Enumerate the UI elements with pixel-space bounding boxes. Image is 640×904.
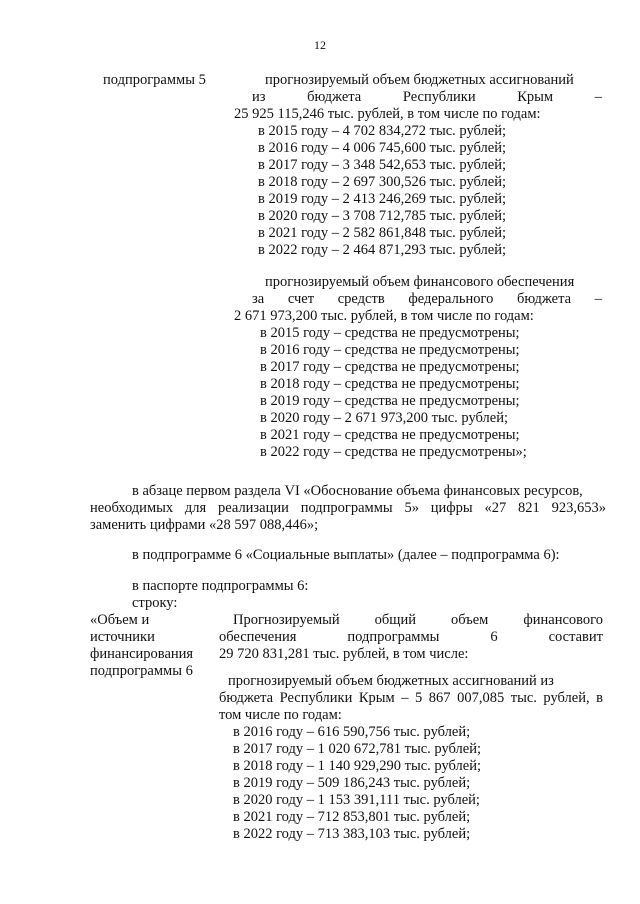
s5-federal-line1: прогнозируемый объем финансового обеспечения bbox=[265, 274, 575, 290]
s5-budget-line1: прогнозируемый объем бюджетных ассигнований bbox=[265, 72, 574, 88]
s6-budget-line1: прогнозируемый объем бюджетных ассигнований из bbox=[228, 673, 554, 689]
s6-total-line1: Прогнозируемый общий объем финансового bbox=[233, 612, 603, 628]
year-line: в 2019 году – 2 413 246,269 тыс. рублей; bbox=[258, 191, 507, 207]
s5-budget-line3: 25 925 115,246 тыс. рублей, в том числе по годам: bbox=[234, 106, 541, 122]
year-line: в 2016 году – 616 590,756 тыс. рублей; bbox=[233, 724, 471, 740]
s6-total-line2: обеспечения подпрограммы 6 составит bbox=[219, 629, 603, 645]
label-line: «Объем и bbox=[90, 612, 150, 628]
year-line: в 2021 году – 2 582 861,848 тыс. рублей; bbox=[258, 225, 507, 241]
s5-budget-line2: из бюджета Республики Крым – bbox=[252, 89, 602, 105]
year-line: в 2022 году – 713 383,103 тыс. рублей; bbox=[233, 826, 471, 842]
year-line: в 2017 году – средства не предусмотрены; bbox=[260, 359, 520, 375]
s6-budget-line2: бюджета Республики Крым – 5 867 007,085 тыс. рублей, в bbox=[219, 690, 603, 706]
year-line: в 2021 году – средства не предусмотрены; bbox=[260, 427, 520, 443]
year-line: в 2022 году – 2 464 871,293 тыс. рублей; bbox=[258, 242, 507, 258]
label-line: источники bbox=[90, 629, 155, 645]
s5-federal-line2: за счет средств федерального бюджета – bbox=[252, 291, 602, 307]
year-line: в 2015 году – средства не предусмотрены; bbox=[260, 325, 520, 341]
subprogram5-label: подпрограммы 5 bbox=[103, 72, 206, 88]
year-line: в 2020 году – 3 708 712,785 тыс. рублей; bbox=[258, 208, 507, 224]
para-vi-line1: в абзаце первом раздела VI «Обоснование объема финансовых ресурсов, bbox=[132, 483, 583, 499]
para-vi-line2: необходимых для реализации подпрограммы 5» цифры «27 821 923,653» bbox=[90, 500, 606, 516]
label-line: подпрограммы 6 bbox=[90, 663, 193, 679]
year-line: в 2022 году – средства не предусмотрены»; bbox=[260, 444, 527, 460]
subprogram6-label bbox=[90, 612, 193, 680]
year-line: в 2020 году – 2 671 973,200 тыс. рублей; bbox=[260, 410, 509, 426]
para-passport: в паспорте подпрограммы 6: bbox=[132, 578, 309, 594]
label-line: финансирования bbox=[90, 646, 194, 662]
s6-budget-line3: том числе по годам: bbox=[219, 707, 342, 723]
year-line: в 2018 году – 2 697 300,526 тыс. рублей; bbox=[258, 174, 507, 190]
year-line: в 2019 году – 509 186,243 тыс. рублей; bbox=[233, 775, 471, 791]
s6-budget-years bbox=[233, 724, 481, 843]
s5-federal-line3: 2 671 973,200 тыс. рублей, в том числе по годам: bbox=[234, 308, 534, 324]
year-line: в 2018 году – средства не предусмотрены; bbox=[260, 376, 520, 392]
year-line: в 2016 году – 4 006 745,600 тыс. рублей; bbox=[258, 140, 507, 156]
year-line: в 2016 году – средства не предусмотрены; bbox=[260, 342, 520, 358]
year-line: в 2021 году – 712 853,801 тыс. рублей; bbox=[233, 809, 471, 825]
s5-federal-years bbox=[260, 325, 527, 461]
para-row: строку: bbox=[132, 595, 178, 611]
page-number: 12 bbox=[314, 38, 326, 52]
para-subprogram6: в подпрограмме 6 «Социальные выплаты» (далее – подпрограмма 6): bbox=[132, 547, 560, 563]
year-line: в 2017 году – 1 020 672,781 тыс. рублей; bbox=[233, 741, 482, 757]
year-line: в 2019 году – средства не предусмотрены; bbox=[260, 393, 520, 409]
year-line: в 2018 году – 1 140 929,290 тыс. рублей; bbox=[233, 758, 482, 774]
year-line: в 2015 году – 4 702 834,272 тыс. рублей; bbox=[258, 123, 507, 139]
year-line: в 2020 году – 1 153 391,111 тыс. рублей; bbox=[233, 792, 480, 808]
s6-total-line3: 29 720 831,281 тыс. рублей, в том числе: bbox=[219, 646, 469, 662]
s5-budget-years bbox=[258, 123, 506, 259]
para-vi-line3: заменить цифрами «28 597 088,446»; bbox=[90, 517, 319, 533]
year-line: в 2017 году – 3 348 542,653 тыс. рублей; bbox=[258, 157, 507, 173]
